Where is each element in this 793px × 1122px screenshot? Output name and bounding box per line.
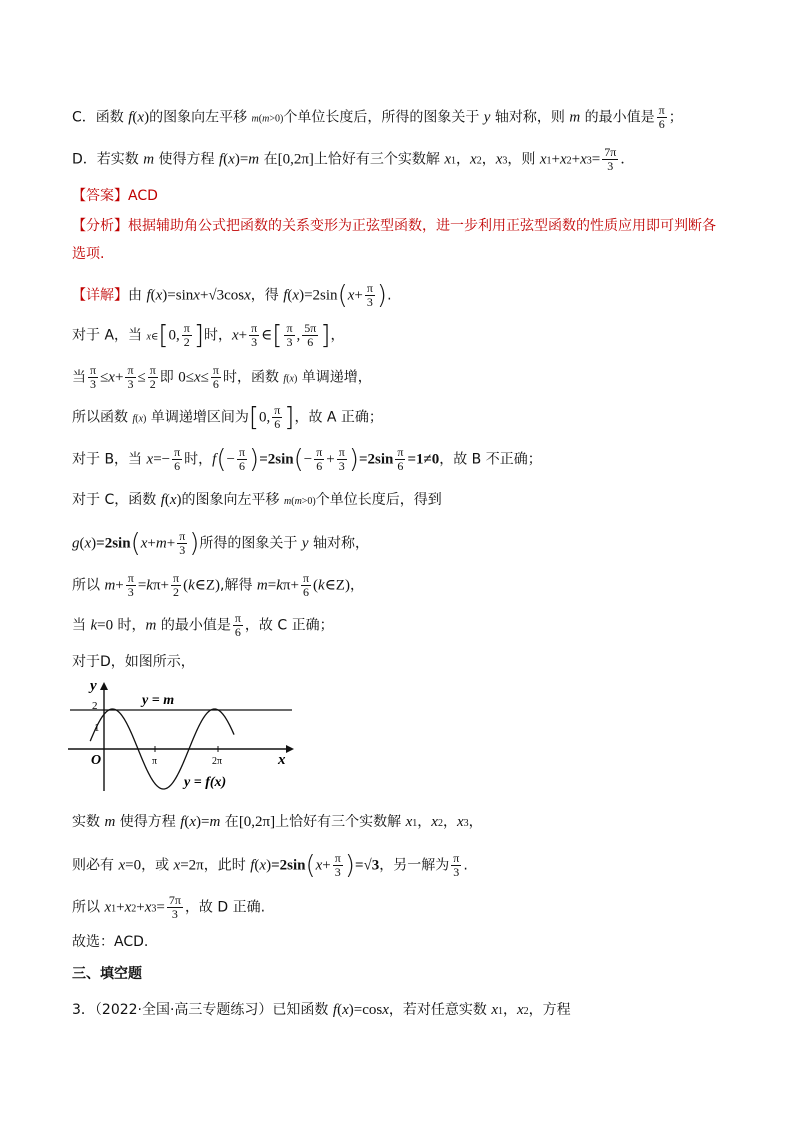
part-d-line-1: 对于D，如图所示， xyxy=(72,654,195,670)
section-heading: 三、填空题 xyxy=(72,966,142,982)
part-a-line-1: 对于 A，当 x∈[0, $\frac{\pi}{2}$ ]时，x+ $\frac{\pi}{3}$ ∈[ $\frac{\pi}{3}$ , $\frac{5\pi}{6}$ ]， xyxy=(72,320,345,351)
part-b-line: 对于 B，当 x=− $\frac{\pi}{6}$ 时，f(− $\frac{\pi}{6}$ )=2sin(− $\frac{\pi}{6}$ + $\frac{\pi}{3}$ )=2sin $\frac{\pi}{6}$ =1≠0，故 B 不正确； xyxy=(72,444,542,475)
question-3: 3．（2022·全国·高三专题练习）已知函数 f(x)=cosx，若对任意实数 x1，x2，方程 xyxy=(72,1002,571,1018)
option-c: C．函数 f(x)的图象向左平移 m(m>0)个单位长度后，所得的图象关于 y 轴对称，则 m 的最小值是 $\frac{\pi}{6}$ ； xyxy=(72,103,683,131)
tick-2pi-label: 2π xyxy=(212,756,223,767)
part-c-line-4: 当 k=0 时，m 的最小值是 $\frac{\pi}{6}$ ，故 C 正确； xyxy=(72,611,334,639)
x-axis-label: x xyxy=(278,752,286,768)
analysis-line-2: 选项. xyxy=(72,246,105,262)
choose-line: 故选：ACD. xyxy=(72,934,149,950)
y-axis-arrow xyxy=(100,682,108,690)
part-d-line-2: 实数 m 使得方程 f(x)=m 在[0,2π]上恰好有三个实数解 x1，x2，x3， xyxy=(72,814,483,830)
x-axis-arrow xyxy=(286,745,294,753)
tick-1-label: 1 xyxy=(94,722,100,734)
line-y-m-label: y = m xyxy=(142,693,175,708)
part-a-line-2: 当 $\frac{\pi}{3}$ ≤x+ $\frac{\pi}{3}$ ≤ $\frac{\pi}{2}$ 即 0≤x≤ $\frac{\pi}{6}$ 时，函数 f(x) 单调递增， xyxy=(72,363,372,391)
part-c-line-1: 对于 C，函数 f(x)的图象向左平移 m(m>0)个单位长度后，得到 xyxy=(72,492,442,508)
curve-label: y = f(x) xyxy=(184,775,227,790)
part-d-line-3: 则必有 x=0，或 x=2π，此时 f(x)=2sin(x+ $\frac{\pi}{3}$ )=√3，另一解为 $\frac{\pi}{3}$ . xyxy=(72,850,468,881)
tick-pi-label: π xyxy=(152,756,158,767)
tick-2-label: 2 xyxy=(92,700,98,712)
part-d-line-4: 所以 x1+x2+x3= $\frac{7\pi}{3}$ ，故 D 正确. xyxy=(72,893,266,921)
y-axis-label: y xyxy=(90,678,97,694)
option-d: D．若实数 m 使得方程 f(x)=m 在[0,2π]上恰好有三个实数解 x1，x2，x3，则 x1+x2+x3= $\frac{7\pi}{3}$ ． xyxy=(72,145,635,173)
part-c-line-3: 所以 m+ $\frac{\pi}{3}$ =kπ+ $\frac{\pi}{2}$ (k∈Z),解得 m=kπ+ $\frac{\pi}{6}$ (k∈Z)， xyxy=(72,571,364,599)
part-c-line-2: g(x)=2sin(x+m+ $\frac{\pi}{3}$ )所得的图象关于 y 轴对称， xyxy=(72,528,369,559)
part-a-line-3: 所以函数 f(x) 单调递增区间为[0, $\frac{\pi}{6}$ ]，故 A 正确； xyxy=(72,402,383,433)
answer: 【答案】ACD xyxy=(72,188,158,204)
detail-line: 【详解】由 f(x)=sinx+√3cosx，得 f(x)=2sin(x+ $\frac{\pi}{3}$ ). xyxy=(72,280,392,311)
sine-graph xyxy=(60,676,300,794)
origin-label: O xyxy=(91,753,102,768)
analysis-line-1: 【分析】根据辅助角公式把函数的关系变形为正弦型函数，进一步利用正弦型函数的性质应用即可判断各 xyxy=(72,218,716,234)
